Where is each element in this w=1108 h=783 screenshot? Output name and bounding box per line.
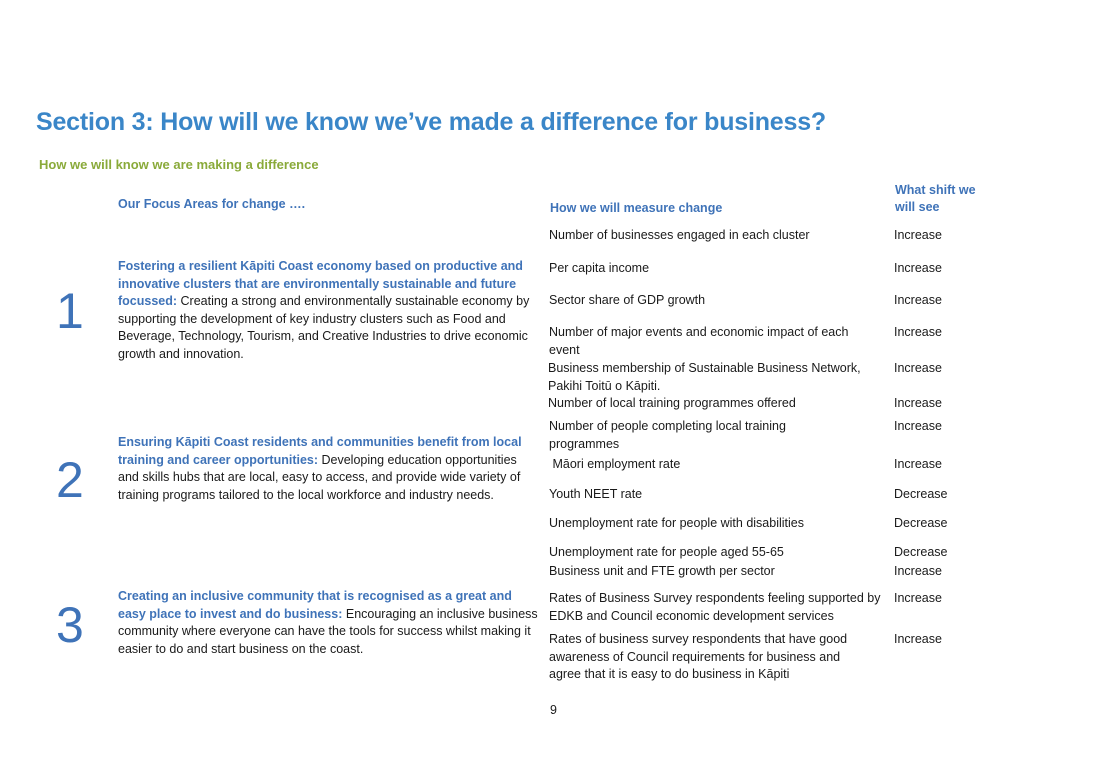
shift-value: Decrease <box>894 487 948 501</box>
measure-item: Rates of Business Survey respondents feeling supported by EDKB and Council economic development services <box>549 591 881 623</box>
shift-header: What shift we will see <box>895 183 976 214</box>
shift-value: Increase <box>894 457 942 471</box>
shift-value: Increase <box>894 632 942 646</box>
focus-area <box>118 434 538 504</box>
focus-area <box>118 588 538 658</box>
shift-value: Increase <box>894 591 942 605</box>
measure-item: Unemployment rate for people aged 55-65 <box>549 545 784 559</box>
focus-lead: Ensuring Kāpiti Coast residents and communities benefit from local training and career opportunities: <box>118 435 522 467</box>
measure-item: Number of people completing local training programmes <box>549 419 786 451</box>
shift-value: Increase <box>894 396 942 410</box>
shift-value: Decrease <box>894 516 948 530</box>
measure-item: Sector share of GDP growth <box>549 293 706 307</box>
measure-item: Business unit and FTE growth per sector <box>549 564 775 578</box>
focus-number: 3 <box>56 597 84 653</box>
focus-body: Encouraging an inclusive business community where everyone can have the tools for success whilst making it easier to do and start business on the coast. <box>118 606 538 656</box>
focus-area <box>118 258 538 364</box>
measure-item: Number of major events and economic impact of each event <box>549 325 849 357</box>
focus-areas-header: Our Focus Areas for change …. <box>118 197 306 211</box>
shift-value: Increase <box>894 261 942 275</box>
focus-number: 2 <box>56 452 84 508</box>
shift-value: Increase <box>894 419 942 433</box>
focus-lead: Fostering a resilient Kāpiti Coast economy based on productive and innovative clusters that are environmentally sustainable and future focussed: <box>118 259 523 309</box>
focus-body: Developing education opportunities and skills hubs that are local, easy to access, and provide wide variety of training programs tailored to the local workforce and industry needs. <box>118 452 521 502</box>
shift-value: Decrease <box>894 545 948 559</box>
measure-item: Unemployment rate for people with disabilities <box>549 516 804 530</box>
measure-item: Rates of business survey respondents that have good awareness of Council requirements for business and agree that it is easy to do business in Kāpiti <box>549 632 848 681</box>
measure-item: Per capita income <box>549 261 650 275</box>
page-subtitle: How we will know we are making a difference <box>39 157 319 172</box>
shift-value: Increase <box>894 564 942 578</box>
page-number: 9 <box>550 703 557 717</box>
measure-item: Youth NEET rate <box>549 487 643 501</box>
shift-value: Increase <box>894 228 942 242</box>
page-title: Section 3: How will we know we’ve made a difference for business? <box>36 108 826 136</box>
measure-header: How we will measure change <box>550 201 723 215</box>
shift-value: Increase <box>894 293 942 307</box>
focus-number: 1 <box>56 283 84 339</box>
measure-item: Number of businesses engaged in each cluster <box>549 228 810 242</box>
measure-item: Māori employment rate <box>549 457 681 471</box>
focus-lead: Creating an inclusive community that is recognised as a great and easy place to invest and do business: <box>118 589 512 621</box>
measure-item: Number of local training programmes offered <box>548 396 796 410</box>
shift-value: Increase <box>894 325 942 339</box>
measure-item: Business membership of Sustainable Business Network, Pakihi Toitū o Kāpiti. <box>548 361 861 393</box>
focus-body: Creating a strong and environmentally sustainable economy by supporting the development of key industry clusters such as Food and Beverage, Technology, Tourism, and Creative Industries to drive economic growth and innovation. <box>118 294 530 361</box>
shift-value: Increase <box>894 361 942 375</box>
